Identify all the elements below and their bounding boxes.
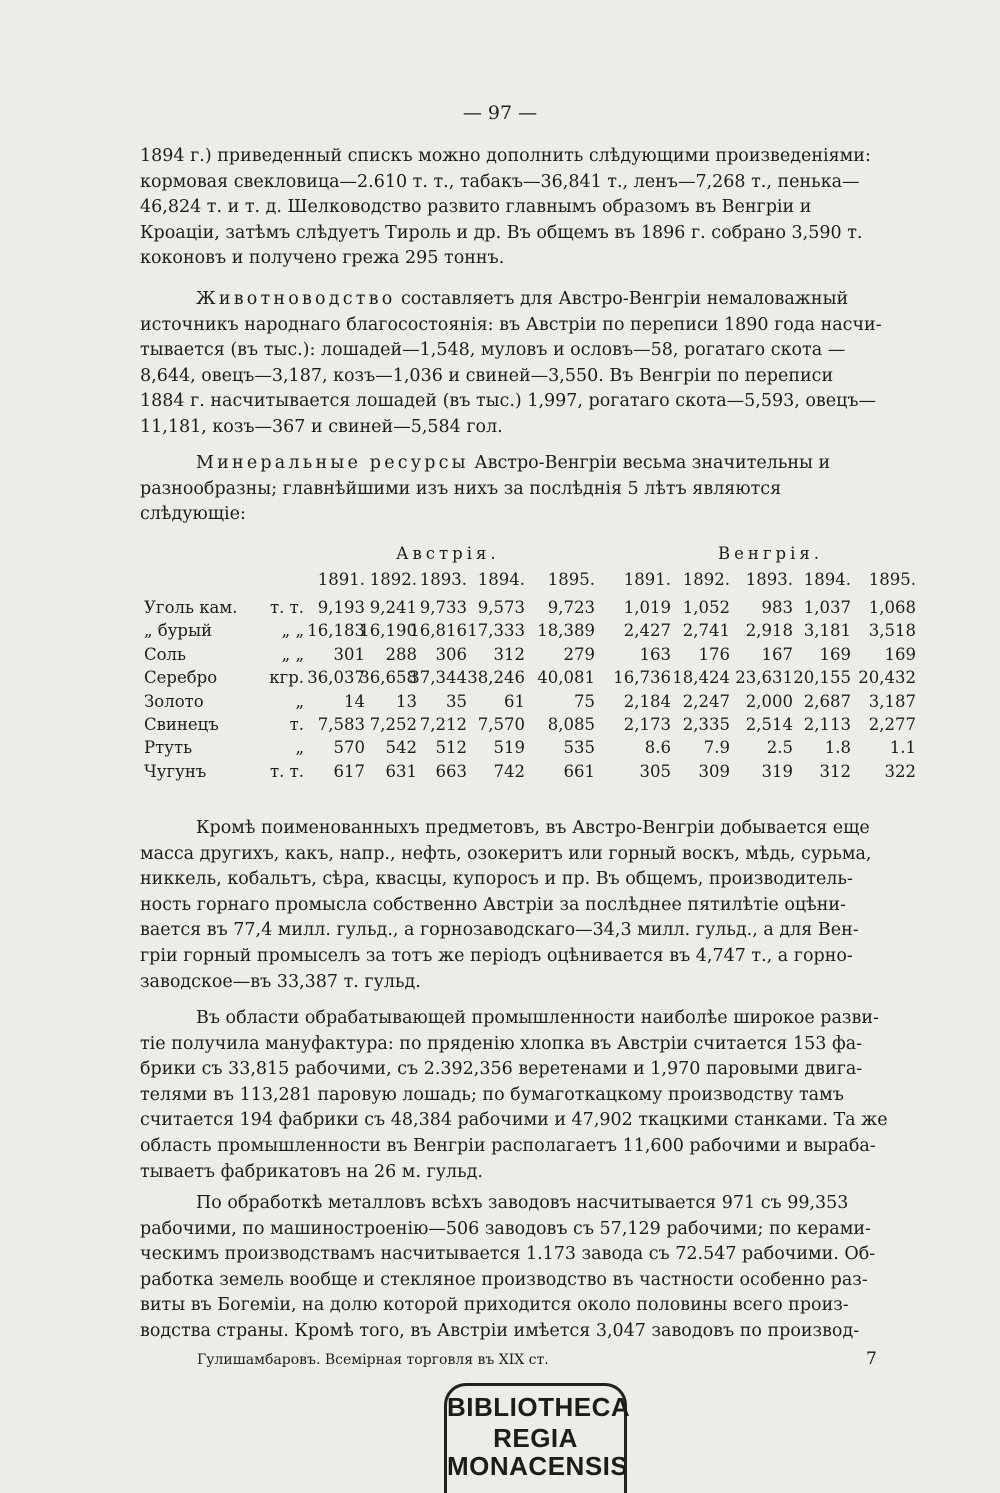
library-stamp: [444, 1383, 631, 1493]
table-cell: 742: [493, 761, 525, 781]
table-cell: 20,432: [858, 668, 916, 688]
table-cell: 512: [435, 738, 467, 758]
paragraph-5: [140, 1006, 932, 1185]
table-cell: 1,052: [682, 598, 730, 617]
table-cell: 2.5: [766, 738, 793, 758]
text-line: По обработкѣ металловъ всѣхъ заводовъ насчитывается 971 съ 99,353: [196, 1193, 849, 1213]
table-cell: 8,085: [547, 715, 595, 734]
table-cell: 9,193: [317, 598, 365, 617]
signature-mark: 7: [866, 1349, 877, 1369]
text-line: разнообразны; главнѣйшими изъ нихъ за послѣднія 5 лѣтъ являются: [140, 478, 782, 499]
row-unit: т. т.: [270, 761, 304, 781]
row-unit: кгр.: [269, 668, 304, 688]
text-line: считается 194 фабрики съ 48,384 рабочими и 47,902 ткацкими станками. Та же: [140, 1110, 888, 1131]
year-header: 1894.: [477, 570, 525, 589]
table-cell: 37,344: [409, 668, 467, 688]
paragraph-4: [140, 816, 932, 995]
text-line: вается въ 77,4 милл. гульд., а горнозаводскаго—34,3 милл. гульд., а для Вен-: [140, 920, 859, 941]
text-line: область промышленности въ Венгріи располагаетъ 11,600 рабочими и выраба-: [140, 1135, 876, 1156]
text-line: 1884 г. насчитывается лошадей (въ тыс.) 1,997, рогатаго скота—5,593, овецъ—: [140, 391, 877, 412]
table-cell: 2,514: [745, 715, 793, 734]
table-cell: 1,019: [623, 598, 671, 617]
year-header: 1894.: [803, 570, 851, 589]
text-line: масса другихъ, какъ, напр., нефть, озокеритъ или горный воскъ, мѣдь, сурьма,: [140, 843, 872, 864]
row-unit: „: [295, 738, 304, 758]
table-cell: 2,247: [682, 691, 730, 711]
table-cell: 3,187: [868, 691, 916, 711]
table-cell: 617: [333, 761, 365, 781]
stamp-line: MONACENSIS: [447, 1451, 629, 1481]
paragraph-1: [140, 144, 932, 272]
row-label: „ бурый: [144, 621, 213, 641]
table-cell: 2,918: [745, 621, 793, 641]
table-cell: 16,816: [409, 621, 467, 641]
text-line: гріи горный промыселъ за тотъ же періодъ оцѣнивается въ 4,747 т., а горно-: [140, 945, 853, 966]
table-cell: 322: [884, 761, 916, 781]
table-cell: 7,252: [369, 715, 417, 734]
table-group-hungary: Венгрія.: [718, 544, 824, 563]
text-line: 46,824 т. и т. д. Шелководство развито главнымъ образомъ въ Венгріи и: [140, 197, 812, 218]
table-cell: 2,335: [682, 715, 730, 734]
table-cell: 163: [639, 644, 671, 664]
table-cell: 9,733: [419, 598, 467, 617]
table-cell: 18,389: [537, 621, 595, 641]
table-cell: 535: [563, 738, 595, 758]
year-header: 1892.: [369, 570, 417, 589]
table-cell: 301: [333, 644, 365, 664]
section-lead: Минеральные ресурсы: [196, 453, 469, 473]
table-cell: 167: [761, 644, 793, 664]
text-line: рабочими, по машиностроенію—506 заводовъ съ 57,129 рабочими; по керами-: [140, 1218, 871, 1239]
text-line: водства страны. Кромѣ того, въ Австріи имѣется 3,047 заводовъ по производ-: [140, 1320, 860, 1341]
table-cell: 663: [435, 761, 467, 781]
year-header: 1892.: [682, 570, 730, 589]
table-cell: 20,155: [793, 668, 851, 688]
year-header: 1891.: [317, 570, 365, 589]
table-cell: 519: [493, 738, 525, 758]
table-cell: 1.1: [889, 738, 916, 758]
year-header: 1893.: [419, 570, 467, 589]
table-cell: 2,741: [682, 621, 730, 641]
table-cell: 7,570: [477, 715, 525, 734]
text-line: источникъ народнаго благосостоянія: въ Австріи по переписи 1890 года насчи-: [140, 314, 882, 335]
table-cell: 661: [563, 761, 595, 781]
table-cell: 2,000: [745, 691, 793, 711]
table-cell: 40,081: [537, 668, 595, 688]
text-line: тываетъ фабрикатовъ на 26 м. гульд.: [140, 1161, 483, 1182]
text-line: телями въ 113,281 паровую лошадь; по бумаготкацкому производству тамъ: [140, 1084, 844, 1105]
row-label: Уголь кам.: [144, 598, 238, 617]
text-line: 8,644, овецъ—3,187, козъ—1,036 и свиней—3,550. Въ Венгріи по переписи: [140, 365, 834, 386]
table-cell: 312: [819, 761, 851, 781]
table-cell: 17,333: [467, 621, 525, 641]
text-line: Въ области обрабатывающей промышленности наиболѣе широкое разви-: [196, 1008, 879, 1028]
table-cell: 306: [435, 644, 467, 664]
table-cell: 36,658: [359, 668, 417, 688]
row-label: Золото: [144, 691, 204, 711]
table-cell: 9,241: [369, 598, 417, 617]
table-cell: 8.6: [644, 738, 671, 758]
table-cell: 16,190: [359, 621, 417, 641]
text-line: виты въ Богеміи, на долю которой приходится около половины всего произ-: [140, 1295, 849, 1316]
table-cell: 7,583: [317, 715, 365, 734]
text-line: ность горнаго промысла собственно Австріи за послѣднее пятилѣтіе оцѣни-: [140, 894, 846, 915]
table-cell: 2,277: [868, 715, 916, 734]
year-header: 1891.: [623, 570, 671, 589]
table-cell: 9,573: [477, 598, 525, 617]
text-line: Австро-Венгріи весьма значительны и: [468, 453, 831, 473]
table-cell: 312: [493, 644, 525, 664]
table-cell: 176: [698, 644, 730, 664]
table-cell: 23,631: [735, 668, 793, 688]
table-cell: 38,246: [467, 668, 525, 688]
paragraph-2: [140, 287, 932, 441]
table-cell: 7.9: [703, 738, 730, 758]
table-cell: 570: [333, 738, 365, 758]
text-line: работка земель вообще и стекляное производство въ частности особенно раз-: [140, 1269, 868, 1290]
stamp-line: BIBLIOTHECA: [447, 1392, 631, 1422]
table-cell: 2,427: [623, 621, 671, 641]
table-cell: 3,518: [868, 621, 916, 641]
table-cell: 35: [446, 691, 467, 711]
table-cell: 1,068: [868, 598, 916, 617]
row-label: Серебро: [144, 668, 218, 688]
text-line: 11,181, козъ—367 и свиней—5,584 гол.: [140, 416, 503, 437]
text-line: брики съ 33,815 рабочими, съ 2.392,356 веретенами и 1,970 паровыми двига-: [140, 1059, 863, 1080]
row-unit: т. т.: [270, 598, 304, 617]
table-group-austria: Австрія.: [396, 544, 500, 563]
row-unit: „ „: [281, 621, 304, 641]
text-line: ческимъ производствамъ насчитывается 1.173 завода съ 72.547 рабочими. Об-: [140, 1244, 876, 1265]
text-line: 1894 г.) приведенный спискъ можно дополнить слѣдующими произведеніями:: [140, 146, 871, 166]
text-line: кормовая свекловица—2.610 т. т., табакъ—36,841 т., ленъ—7,268 т., пенька—: [140, 171, 860, 192]
footer-source: Гулишамбаровъ. Всемірная торговля въ XIX ст.: [197, 1352, 549, 1368]
row-unit: т.: [289, 715, 304, 734]
text-line: составляетъ для Австро-Венгріи немаловажный: [395, 289, 849, 309]
table-cell: 631: [385, 761, 417, 781]
table-cell: 61: [504, 691, 525, 711]
table-cell: 319: [761, 761, 793, 781]
year-header: 1893.: [745, 570, 793, 589]
section-lead: Животноводство: [196, 289, 396, 309]
table-cell: 288: [385, 644, 417, 664]
table-cell: 169: [819, 644, 851, 664]
table-cell: 16,736: [613, 668, 671, 688]
year-header: 1895.: [868, 570, 916, 589]
table-cell: 18,424: [672, 668, 730, 688]
table-cell: 13: [396, 691, 417, 711]
text-line: никкель, кобальтъ, сѣра, квасцы, купоросъ и пр. Въ общемъ, производитель-: [140, 869, 853, 890]
table-cell: 16,183: [307, 621, 365, 641]
row-label: Соль: [144, 644, 187, 664]
table-cell: 983: [761, 598, 793, 617]
row-label: Ртуть: [144, 738, 193, 758]
text-line: Кромѣ поименованныхъ предметовъ, въ Австро-Венгріи добывается еще: [196, 818, 870, 838]
paragraph-3: [140, 451, 932, 528]
text-line: заводское—въ 33,387 т. гульд.: [140, 971, 421, 992]
text-line: тывается (въ тыс.): лошадей—1,548, муловъ и ословъ—58, рогатаго скота —: [140, 340, 846, 361]
row-unit: „: [295, 691, 304, 711]
table-cell: 1.8: [824, 738, 851, 758]
text-line: коконовъ и получено грежа 295 тоннъ.: [140, 248, 505, 269]
row-unit: „ „: [281, 644, 304, 664]
table-cell: 169: [884, 644, 916, 664]
row-label: Свинецъ: [144, 715, 219, 734]
table-cell: 309: [698, 761, 730, 781]
table-cell: 279: [563, 644, 595, 664]
table-cell: 305: [639, 761, 671, 781]
table-cell: 3,181: [803, 621, 851, 641]
year-header: 1895.: [547, 570, 595, 589]
table-cell: 75: [574, 691, 595, 711]
text-line: Кроаціи, затѣмъ слѣдуетъ Тироль и др. Въ общемъ въ 1896 г. собрано 3,590 т.: [140, 222, 863, 243]
row-label: Чугунъ: [144, 761, 207, 781]
table-cell: 7,212: [419, 715, 467, 734]
table-cell: 1,037: [803, 598, 851, 617]
text-line: тіе получила мануфактура: по пряденію хлопка въ Австріи считается 153 фа-: [140, 1033, 863, 1054]
table-cell: 2,184: [623, 691, 671, 711]
table-cell: 2,687: [803, 691, 851, 711]
text-line: слѣдующіе:: [140, 504, 246, 525]
table-cell: 9,723: [547, 598, 595, 617]
table-cell: 542: [385, 738, 417, 758]
stamp-line: REGIA: [493, 1423, 578, 1453]
table-cell: 36,037: [307, 668, 365, 688]
paragraph-6: [140, 1191, 932, 1345]
page-number: — 97 —: [462, 102, 538, 124]
table-cell: 2,113: [803, 715, 851, 734]
table-cell: 2,173: [623, 715, 671, 734]
table-cell: 14: [344, 691, 365, 711]
